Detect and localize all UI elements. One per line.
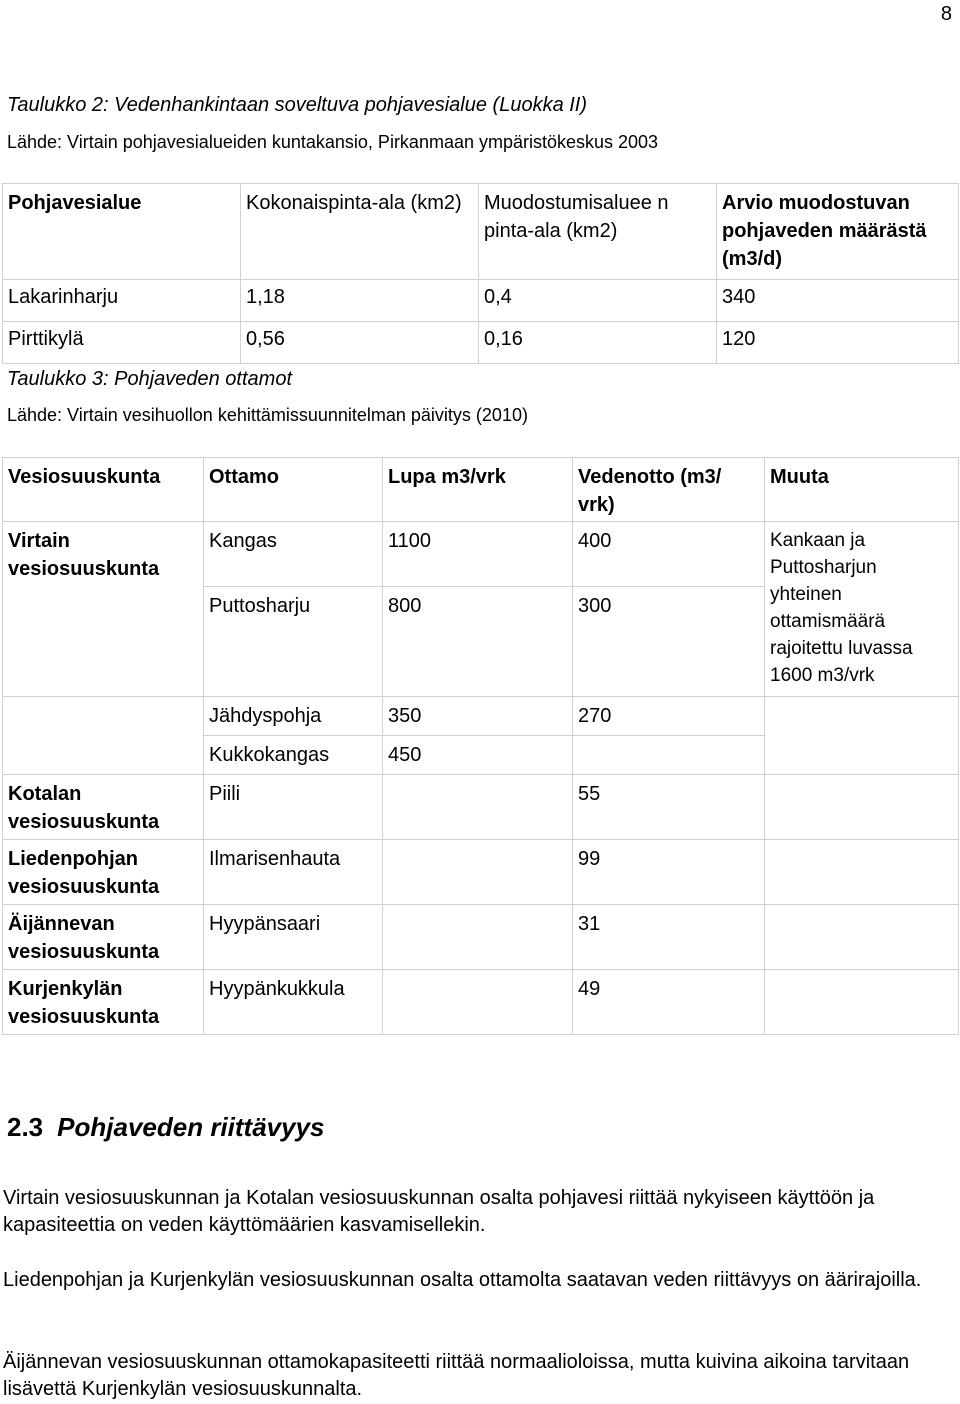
table2-groundwater-areas bbox=[2, 183, 959, 364]
paragraph: Virtain vesiosuuskunnan ja Kotalan vesiosuuskunnan osalta pohjavesi riittää nykyiseen käyttöön ja kapasiteettia on veden käyttömäärien kasvamisellekin. bbox=[3, 1187, 875, 1236]
table3-cell: Jähdyspohja bbox=[204, 697, 383, 736]
table2-header-cell: Arvio muodostuvan pohjaveden määrästä (m3/d) bbox=[717, 184, 959, 280]
table2-header-cell: Kokonaispinta-ala (km2) bbox=[241, 184, 479, 280]
table3-cell: Kurjenkylän vesiosuuskunta bbox=[3, 970, 204, 1035]
table3-cell bbox=[573, 736, 765, 775]
table3-header-cell: Vedenotto (m3/ vrk) bbox=[573, 458, 765, 522]
table-header-row bbox=[3, 184, 959, 280]
table3-cell bbox=[3, 697, 204, 775]
table2-caption-title: Taulukko 2: Vedenhankintaan soveltuva pohjavesialue (Luokka II) bbox=[7, 94, 588, 116]
section-title: Pohjaveden riittävyys bbox=[57, 1112, 325, 1142]
table3-cell bbox=[765, 697, 959, 775]
table2-cell: Lakarinharju bbox=[3, 280, 241, 322]
table2-cell: 1,18 bbox=[241, 280, 479, 322]
table3-cell bbox=[765, 775, 959, 840]
table3-cell: Kankaan ja Puttosharjun yhteinen ottamismäärä rajoitettu luvassa 1600 m3/vrk bbox=[765, 522, 959, 697]
table3-cell: Kangas bbox=[204, 522, 383, 587]
table3-cell: 270 bbox=[573, 697, 765, 736]
table2-header-cell: Pohjavesialue bbox=[3, 184, 241, 280]
table-row bbox=[3, 697, 959, 736]
table-row bbox=[3, 905, 959, 970]
table2-cell: 340 bbox=[717, 280, 959, 322]
table2-cell: 0,16 bbox=[479, 322, 717, 364]
table3-cell: 350 bbox=[383, 697, 573, 736]
table3-cell: 31 bbox=[573, 905, 765, 970]
table-row bbox=[3, 280, 959, 322]
table3-cell bbox=[765, 840, 959, 905]
table3-cell: Kotalan vesiosuuskunta bbox=[3, 775, 204, 840]
table3-cell: 55 bbox=[573, 775, 765, 840]
table3-cell bbox=[383, 775, 573, 840]
table3-cell: 400 bbox=[573, 522, 765, 587]
section-heading bbox=[7, 1112, 325, 1143]
table-row bbox=[3, 322, 959, 364]
table3-cell: Piili bbox=[204, 775, 383, 840]
table3-cell bbox=[765, 970, 959, 1035]
table2-cell: Pirttikylä bbox=[3, 322, 241, 364]
page-number: 8 bbox=[940, 3, 952, 25]
table3-cell bbox=[383, 970, 573, 1035]
table3-cell: Ilmarisenhauta bbox=[204, 840, 383, 905]
table-header-row bbox=[3, 458, 959, 522]
table-row bbox=[3, 522, 959, 587]
table2-cell: 120 bbox=[717, 322, 959, 364]
table3-caption-title: Taulukko 3: Pohjaveden ottamot bbox=[7, 368, 293, 390]
table-row bbox=[3, 775, 959, 840]
table3-caption-source: Lähde: Virtain vesihuollon kehittämissuunnitelman päivitys (2010) bbox=[7, 405, 528, 425]
table3-cell: Puttosharju bbox=[204, 587, 383, 697]
section-number: 2.3 bbox=[7, 1112, 44, 1142]
table3-cell: Virtain vesiosuuskunta bbox=[3, 522, 204, 697]
table3-cell: 1100 bbox=[383, 522, 573, 587]
table-row bbox=[3, 840, 959, 905]
table3-cell bbox=[383, 840, 573, 905]
table3-cell: 800 bbox=[383, 587, 573, 697]
table3-cell: Äijännevan vesiosuuskunta bbox=[3, 905, 204, 970]
table3-water-intakes bbox=[2, 457, 959, 1035]
table3-cell: 49 bbox=[573, 970, 765, 1035]
table3-header-cell: Lupa m3/vrk bbox=[383, 458, 573, 522]
table2-cell: 0,56 bbox=[241, 322, 479, 364]
table3-cell: Hyypänsaari bbox=[204, 905, 383, 970]
table3-cell: Hyypänkukkula bbox=[204, 970, 383, 1035]
table3-cell: Liedenpohjan vesiosuuskunta bbox=[3, 840, 204, 905]
table3-cell: 300 bbox=[573, 587, 765, 697]
table-row bbox=[3, 970, 959, 1035]
table3-cell bbox=[765, 905, 959, 970]
paragraph: Liedenpohjan ja Kurjenkylän vesiosuuskunnan osalta ottamolta saatavan veden riittävyys on äärirajoilla. bbox=[3, 1269, 922, 1291]
table3-cell: Kukkokangas bbox=[204, 736, 383, 775]
table3-cell bbox=[383, 905, 573, 970]
table3-header-cell: Vesiosuuskunta bbox=[3, 458, 204, 522]
table3-header-cell: Ottamo bbox=[204, 458, 383, 522]
table3-header-cell: Muuta bbox=[765, 458, 959, 522]
table3-cell: 450 bbox=[383, 736, 573, 775]
table2-caption-source: Lähde: Virtain pohjavesialueiden kuntakansio, Pirkanmaan ympäristökeskus 2003 bbox=[7, 132, 659, 152]
table3-cell: 99 bbox=[573, 840, 765, 905]
paragraph: Äijännevan vesiosuuskunnan ottamokapasiteetti riittää normaalioloissa, mutta kuivina aikoina tarvitaan lisävettä Kurjenkylän vesiosuuskunnalta. bbox=[3, 1351, 910, 1400]
table2-header-cell: Muodostumisaluee n pinta-ala (km2) bbox=[479, 184, 717, 280]
table2-cell: 0,4 bbox=[479, 280, 717, 322]
